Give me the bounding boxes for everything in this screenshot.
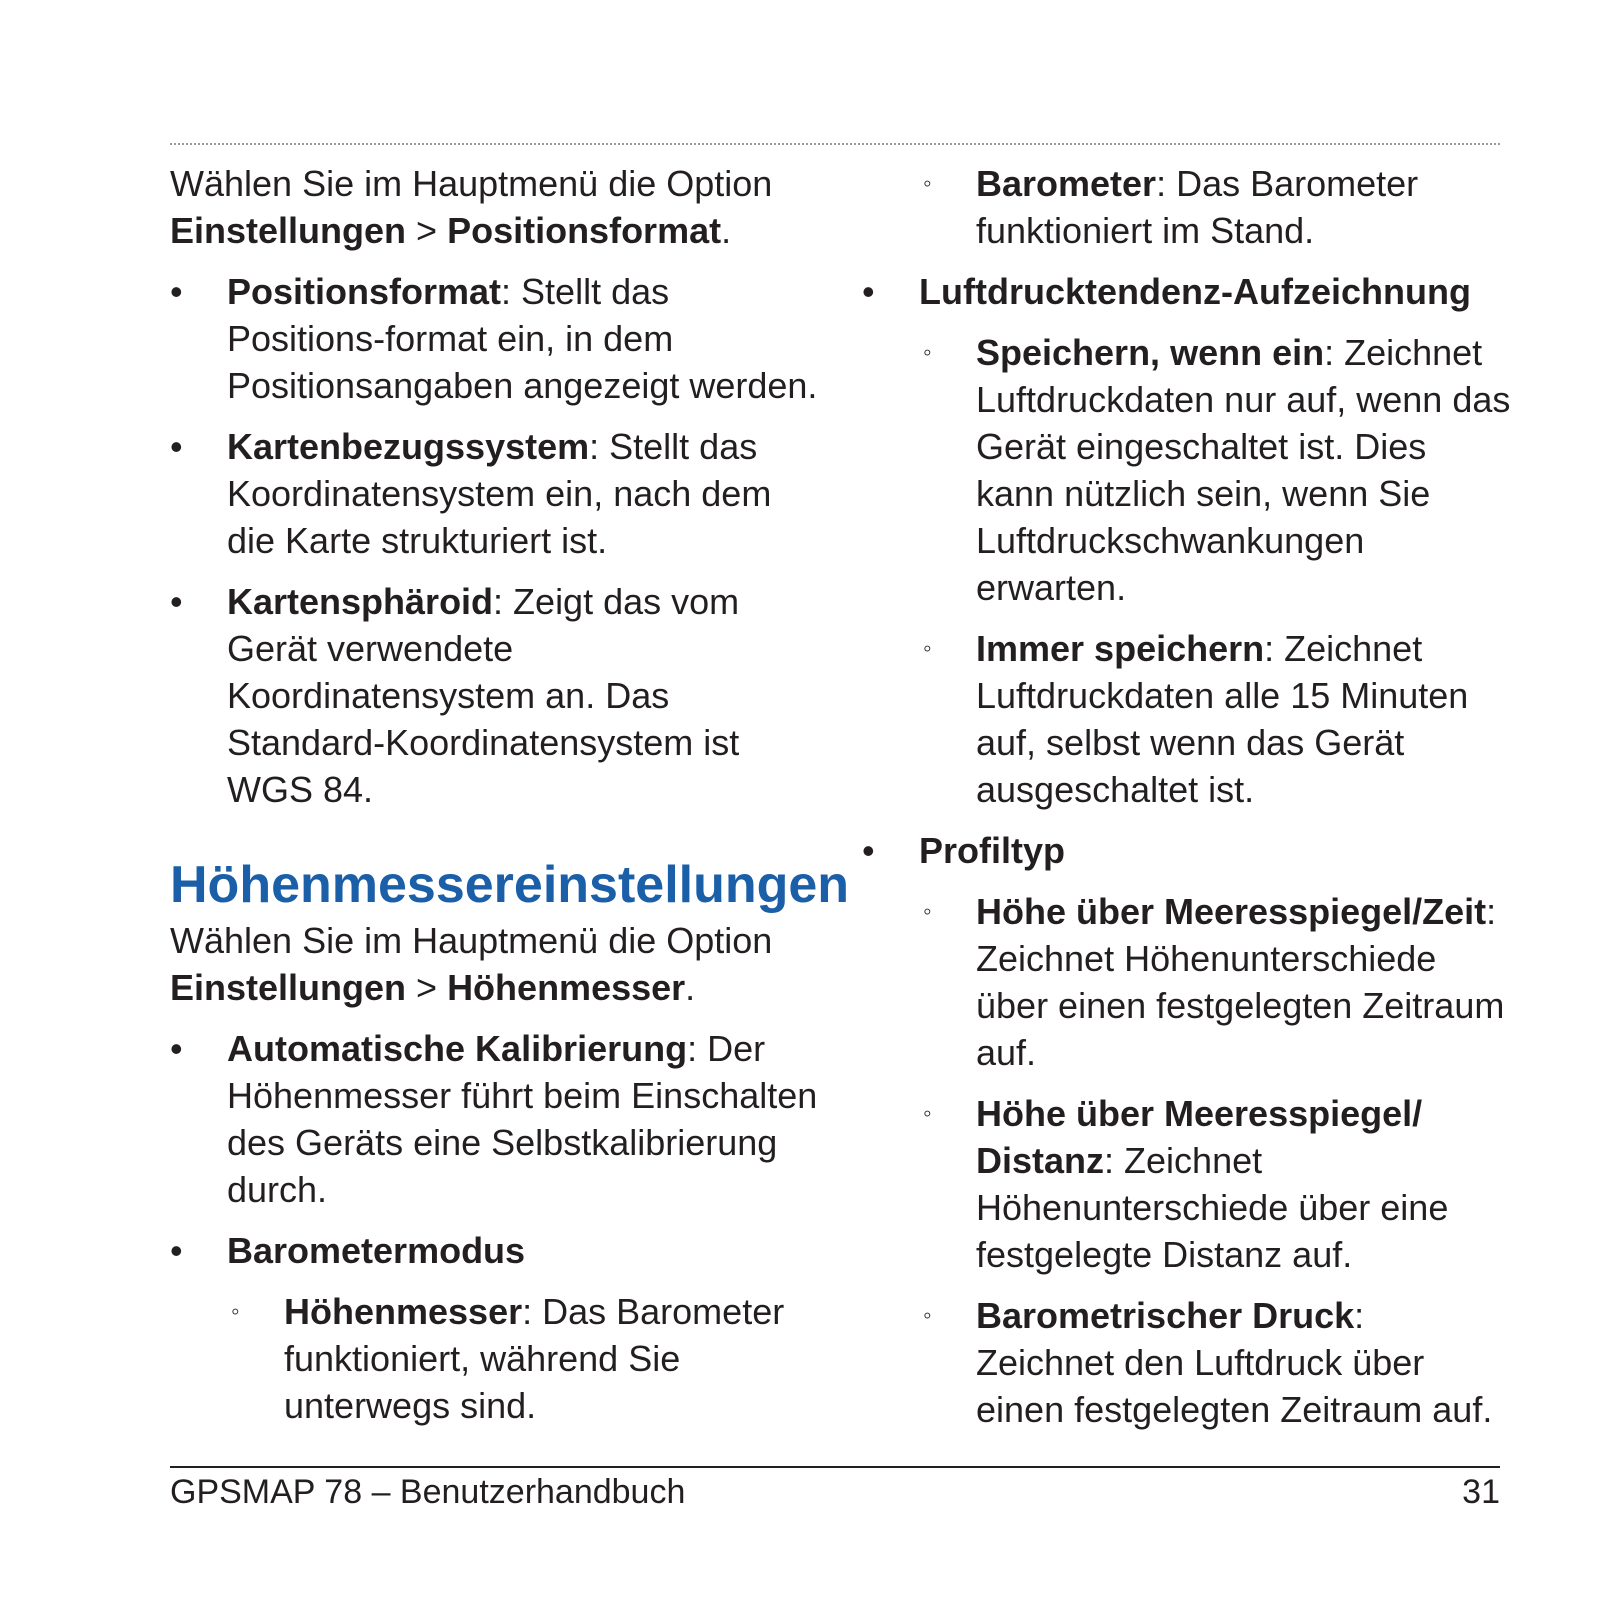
item-term: Kartenbezugssystem xyxy=(227,426,590,467)
list-item xyxy=(862,268,1512,813)
position-settings-list xyxy=(170,268,820,813)
sub-list-item xyxy=(919,888,1512,1076)
menu-path-separator: > xyxy=(406,210,448,251)
item-description: : Zeichnet Höhenunterschiede über einen festgelegten Zeitraum auf. xyxy=(976,891,1505,1073)
sub-bullet-marker: ◦ xyxy=(231,1298,240,1325)
bullet-marker: • xyxy=(170,1230,183,1271)
sub-list-item xyxy=(227,1288,820,1429)
sentence-end: . xyxy=(685,967,696,1008)
right-settings-list xyxy=(862,160,1512,1433)
intro-text: Wählen Sie im Hauptmenü die Option xyxy=(170,920,773,961)
sub-bullet-marker: ◦ xyxy=(923,1100,932,1127)
sub-bullet-marker: ◦ xyxy=(923,339,932,366)
altimeter-settings-list xyxy=(170,1025,820,1429)
bullet-marker: • xyxy=(170,1028,183,1069)
sub-list-item xyxy=(919,160,1512,254)
sub-bullet-marker: ◦ xyxy=(923,170,932,197)
item-term: Höhe über Meeresspiegel/Zeit xyxy=(976,891,1487,932)
item-term: Kartensphäroid xyxy=(227,581,494,622)
item-term: Barometer xyxy=(976,163,1157,204)
profile-type-sublist xyxy=(919,888,1512,1433)
bullet-marker: • xyxy=(170,426,183,467)
bullet-marker: • xyxy=(170,271,183,312)
item-description: : Zeigt das vom Gerät verwendete Koordinatensystem an. Das Standard-Koordinatensystem ist WGS 84. xyxy=(227,581,740,810)
list-item xyxy=(170,578,820,813)
item-description: : Zeichnet Luftdruckdaten nur auf, wenn das Gerät eingeschaltet ist. Dies kann nützlich sein, wenn Sie Luftdruckschwankungen erwarten. xyxy=(976,332,1511,608)
bullet-marker: • xyxy=(862,271,875,312)
list-item xyxy=(862,827,1512,1433)
barometer-mode-sublist xyxy=(227,1288,820,1429)
sub-bullet-marker: ◦ xyxy=(923,1302,932,1329)
intro-text: Wählen Sie im Hauptmenü die Option xyxy=(170,163,773,204)
sub-list-item xyxy=(919,329,1512,611)
barometer-mode-sublist-continued xyxy=(919,160,1512,254)
item-term: Höhenmesser xyxy=(284,1291,523,1332)
footer-title: GPSMAP 78 – Benutzerhandbuch xyxy=(170,1473,686,1511)
list-item-continued xyxy=(862,160,1512,254)
item-description: : Zeichnet Höhenunterschiede über eine festgelegte Distanz auf. xyxy=(976,1140,1449,1275)
intro-paragraph-position xyxy=(170,160,820,254)
top-dotted-rule xyxy=(170,143,1500,145)
list-item xyxy=(170,423,820,564)
bullet-marker: • xyxy=(862,830,875,871)
menu-path-altimeter: Höhenmesser xyxy=(447,967,686,1008)
item-term: Immer speichern xyxy=(976,628,1265,669)
item-description: : Das Barometer funktioniert im Stand. xyxy=(976,163,1419,251)
bullet-marker: • xyxy=(170,581,183,622)
section-heading-altimeter: Höhenmessereinstellungen xyxy=(170,856,850,914)
item-term: Barometermodus xyxy=(227,1230,526,1271)
footer-rule xyxy=(170,1466,1500,1468)
sub-bullet-marker: ◦ xyxy=(923,635,932,662)
intro-paragraph-altimeter xyxy=(170,917,820,1011)
list-item xyxy=(170,1025,820,1213)
sub-list-item xyxy=(919,1292,1512,1433)
item-term: Automatische Kalibrierung xyxy=(227,1028,688,1069)
item-description: : Zeichnet Luftdruckdaten alle 15 Minuten auf, selbst wenn das Gerät ausgeschaltet ist. xyxy=(976,628,1469,810)
menu-path-settings: Einstellungen xyxy=(170,967,407,1008)
sub-list-item xyxy=(919,625,1512,813)
item-description: : Zeichnet den Luftdruck über einen festgelegten Zeitraum auf. xyxy=(976,1295,1493,1430)
sentence-end: . xyxy=(721,210,732,251)
left-column xyxy=(170,160,850,1443)
menu-path-separator: > xyxy=(406,967,448,1008)
list-item xyxy=(170,268,820,409)
right-column xyxy=(862,160,1512,1447)
item-description: : Stellt das Positions-format ein, in dem Positionsangaben angezeigt werden. xyxy=(227,271,818,406)
item-term: Positionsformat xyxy=(227,271,502,312)
menu-path-position-format: Positionsformat xyxy=(447,210,722,251)
item-term: Luftdrucktendenz-Aufzeichnung xyxy=(919,271,1471,312)
item-description: : Das Barometer funktioniert, während Sie unterwegs sind. xyxy=(284,1291,785,1426)
menu-path-settings: Einstellungen xyxy=(170,210,407,251)
item-description: : Der Höhenmesser führt beim Einschalten des Geräts eine Selbstkalibrierung durch. xyxy=(227,1028,818,1210)
item-term: Profiltyp xyxy=(919,830,1066,871)
pressure-trend-sublist xyxy=(919,329,1512,813)
sub-bullet-marker: ◦ xyxy=(923,898,932,925)
page-number: 31 xyxy=(1462,1473,1500,1511)
list-item xyxy=(170,1227,820,1429)
item-term: Barometrischer Druck xyxy=(976,1295,1355,1336)
item-term: Speichern, wenn ein xyxy=(976,332,1325,373)
item-description: : Stellt das Koordinatensystem ein, nach dem die Karte strukturiert ist. xyxy=(227,426,772,561)
sub-list-item xyxy=(919,1090,1512,1278)
item-term: Höhe über Meeresspiegel/ Distanz xyxy=(976,1093,1423,1181)
